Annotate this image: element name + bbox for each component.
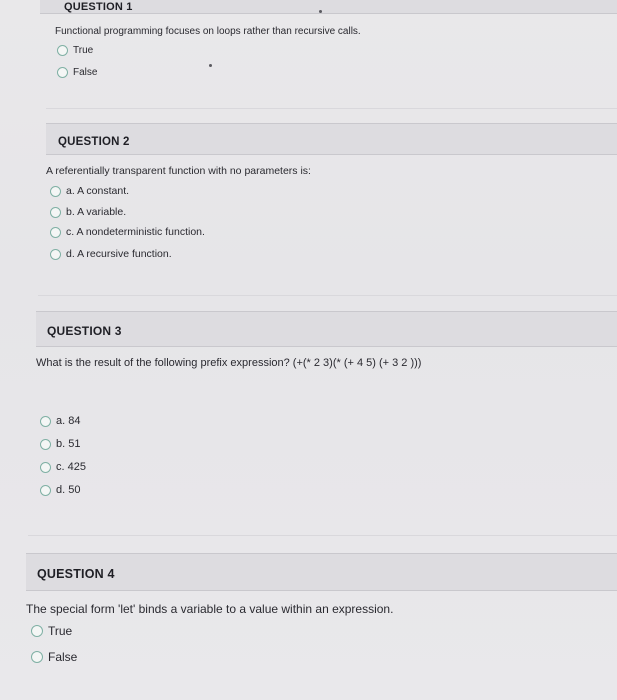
question-1-option-false[interactable] xyxy=(57,67,97,78)
question-1-text: Functional programming focuses on loops rather than recursive calls. xyxy=(55,26,361,37)
option-label: c. 425 xyxy=(56,461,86,473)
artifact-dot xyxy=(319,10,322,13)
question-3-option-a[interactable] xyxy=(40,415,80,427)
separator xyxy=(38,295,617,296)
question-2-header xyxy=(46,123,617,155)
question-3-text: What is the result of the following prefix expression? (+(* 2 3)(* (+ 4 5) (+ 3 2 ))) xyxy=(36,357,422,369)
radio-button[interactable] xyxy=(40,485,51,496)
question-2-option-a[interactable] xyxy=(50,185,129,197)
question-1-title: QUESTION 1 xyxy=(64,1,133,13)
artifact-dot xyxy=(209,64,212,67)
radio-button[interactable] xyxy=(57,45,68,56)
question-2-option-c[interactable] xyxy=(50,226,205,238)
radio-button[interactable] xyxy=(50,227,61,238)
question-4-option-true[interactable] xyxy=(31,624,72,638)
option-label: a. 84 xyxy=(56,415,81,427)
question-4-title: QUESTION 4 xyxy=(37,567,115,581)
question-1-option-true[interactable] xyxy=(57,45,93,56)
radio-button[interactable] xyxy=(40,416,51,427)
question-3-option-b[interactable] xyxy=(40,438,80,450)
separator xyxy=(28,535,617,536)
question-3-option-d[interactable] xyxy=(40,484,80,496)
option-label: a. A constant. xyxy=(66,185,130,197)
option-label: False xyxy=(48,650,78,664)
radio-button[interactable] xyxy=(50,186,61,197)
radio-button[interactable] xyxy=(31,651,43,663)
question-4-text: The special form 'let' binds a variable to a value within an expression. xyxy=(26,602,394,616)
option-label: c. A nondeterministic function. xyxy=(66,226,205,238)
question-2-title: QUESTION 2 xyxy=(58,136,130,148)
option-label: b. 51 xyxy=(56,438,81,450)
option-label: False xyxy=(73,67,98,78)
radio-button[interactable] xyxy=(50,207,61,218)
radio-button[interactable] xyxy=(40,439,51,450)
option-label: d. 50 xyxy=(56,484,81,496)
option-label: d. A recursive function. xyxy=(66,248,172,260)
question-2-option-d[interactable] xyxy=(50,248,172,260)
radio-button[interactable] xyxy=(40,462,51,473)
question-3-title: QUESTION 3 xyxy=(47,324,122,338)
radio-button[interactable] xyxy=(57,67,68,78)
separator xyxy=(46,108,617,109)
question-4-option-false[interactable] xyxy=(31,650,77,664)
question-2-option-b[interactable] xyxy=(50,206,126,218)
radio-button[interactable] xyxy=(50,249,61,260)
question-3-header xyxy=(36,311,617,347)
radio-button[interactable] xyxy=(31,625,43,637)
question-3-option-c[interactable] xyxy=(40,461,86,473)
option-label: True xyxy=(73,45,94,56)
question-2-text: A referentially transparent function with no parameters is: xyxy=(46,165,311,177)
option-label: True xyxy=(48,624,73,638)
option-label: b. A variable. xyxy=(66,206,127,218)
